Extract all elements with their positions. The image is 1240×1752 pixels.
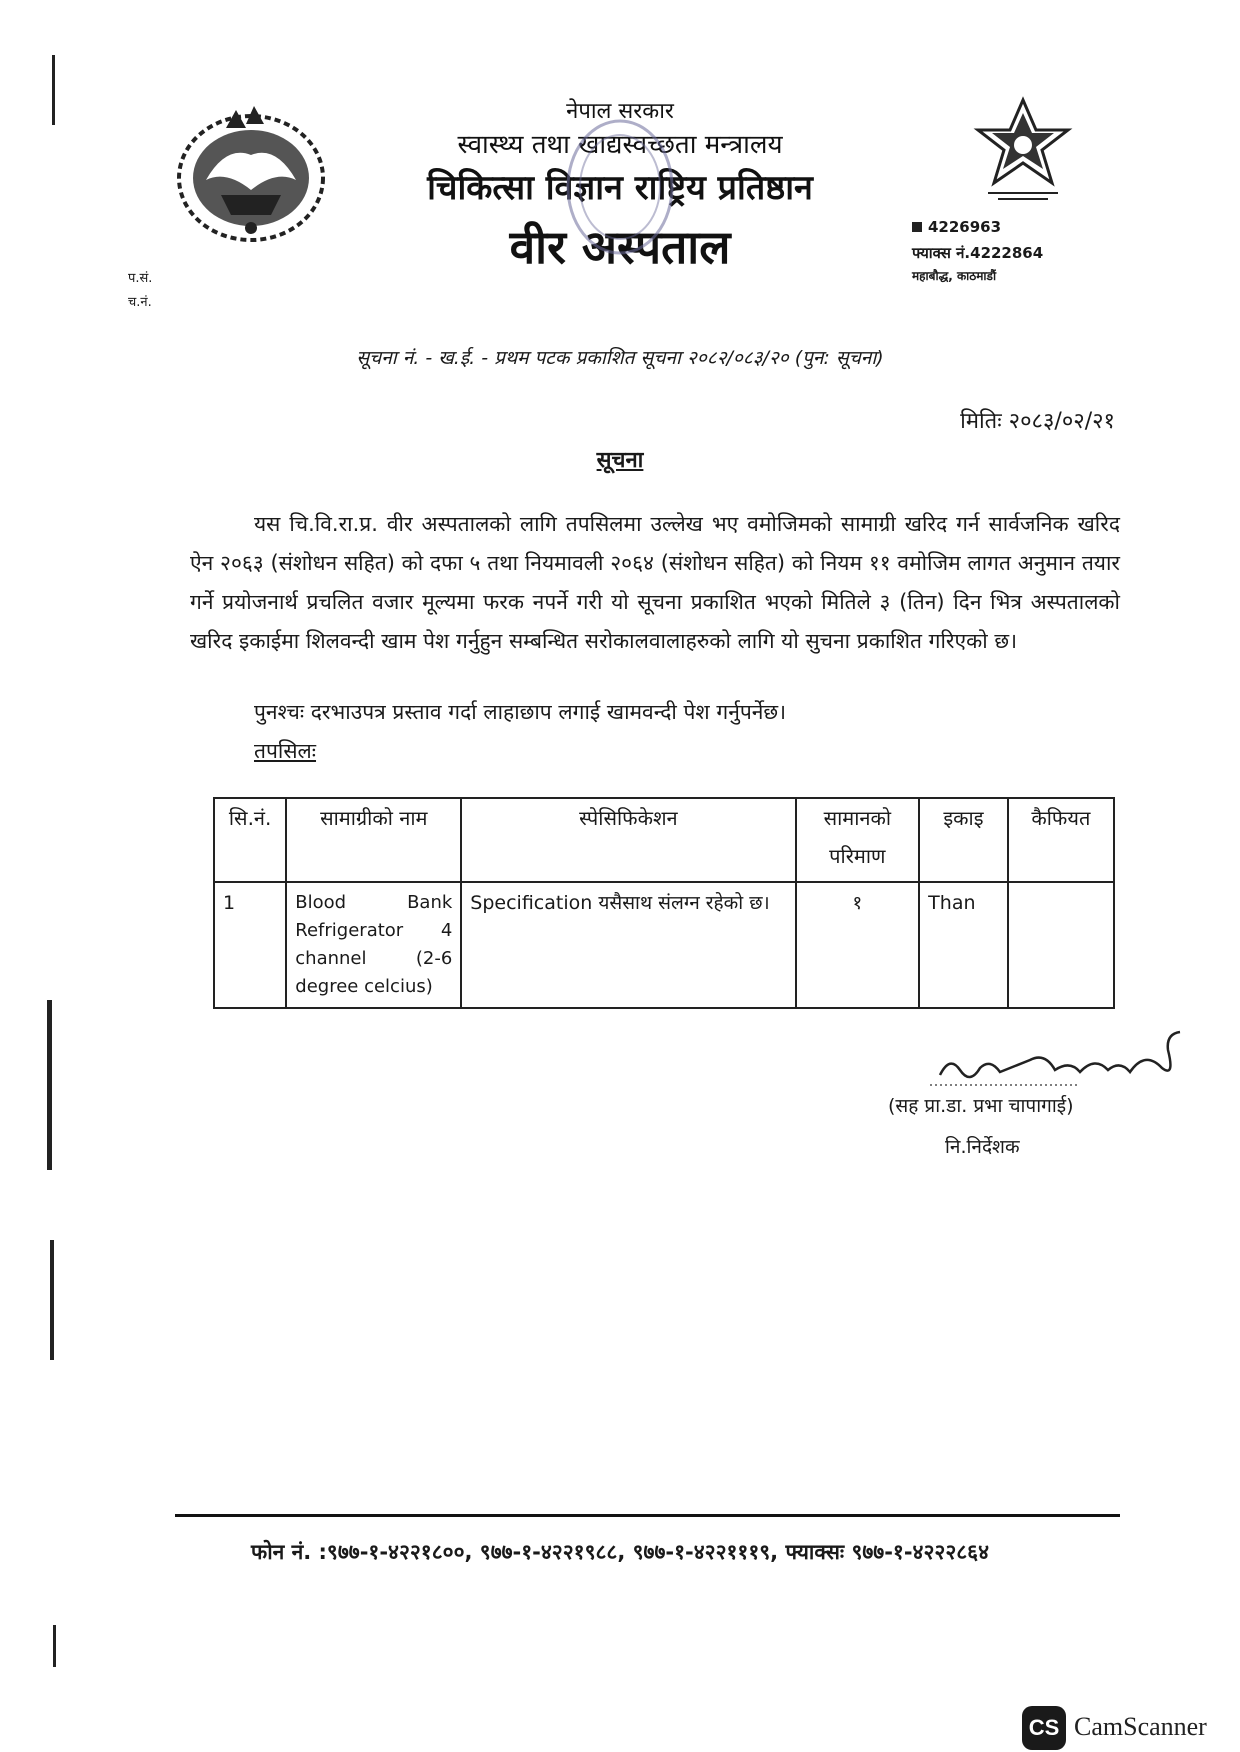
fax-number: फ्याक्स नं.4222864: [912, 244, 1044, 262]
notice-reference: सूचना नं. - ख.ई. - प्रथम पटक प्रकाशित सूचना २०८२/०८३/२० (पुन: सूचना): [356, 347, 884, 369]
dispatch-label: च.नं.: [128, 295, 152, 310]
notice-body: [190, 505, 1120, 661]
camscanner-badge-icon: CS: [1022, 1706, 1066, 1750]
notice-postscript: पुनश्चः दरभाउपत्र प्रस्ताव गर्दा लाहाछाप लगाई खामवन्दी पेश गर्नुपर्नेछ।: [254, 700, 787, 724]
header-serial: सि.नं.: [214, 798, 286, 882]
reference-label: प.सं.: [128, 271, 153, 286]
header-quantity: सामानको परिमाण: [796, 798, 920, 882]
notice-date: मितिः २०८३/०२/२१: [960, 409, 1115, 434]
cell-quantity: १: [796, 882, 920, 1008]
cell-serial: 1: [214, 882, 286, 1008]
hospital-address: महाबौद्ध, काठमाडौं: [912, 269, 997, 283]
cell-specification: Specification यसैसाथ संलग्न रहेको छ।: [461, 882, 795, 1008]
scan-edge-bottom-left: [53, 1625, 56, 1667]
schedule-label: तपसिलः: [254, 739, 317, 763]
hospital-title: वीर अस्पताल: [509, 220, 731, 274]
header-item-name: सामाग्रीको नाम: [286, 798, 461, 882]
government-title: नेपाल सरकार: [566, 99, 674, 124]
cell-unit: Than: [919, 882, 1008, 1008]
cell-remarks: [1008, 882, 1114, 1008]
cell-item-name: Blood Bank Refrigerator 4 channel (2-6 degree celcius): [286, 882, 461, 1008]
header-unit: इकाइ: [919, 798, 1008, 882]
phone-icon: [912, 222, 922, 232]
phone-number: 4226963: [912, 218, 1001, 236]
ministry-title: स्वास्थ्य तथा खाद्यस्वच्छता मन्त्रालय: [457, 130, 783, 160]
official-stamp: [560, 112, 680, 262]
header-specification: स्पेसिफिकेशन: [461, 798, 795, 882]
header-remarks: कैफियत: [1008, 798, 1114, 882]
notice-body-paragraph: यस चि.वि.रा.प्र. वीर अस्पतालको लागि तपसिलमा उल्लेख भए वमोजिमको सामाग्री खरिद गर्न सार्वजनिक खरिद ऐन २०६३ (संशोधन सहित) को दफा ५ तथा नियमावली २०६४ (संशोधन सहित) को नियम ११ वमोजिम लागत अनुमान तयार गर्ने प्रयोजनार्थ प्रचलित वजार मूल्यमा फरक नपर्ने गरी यो सूचना प्रकाशित भएको मितिले ३ (तिन) दिन भित्र अस्पतालको खरिद इकाईमा शिलवन्दी खाम पेश गर्नुहुन सम्बन्धित सरोकालवालाहरुको लागि यो सुचना प्रकाशित गरिएको छ।: [190, 512, 1120, 653]
camscanner-brand: CamScanner: [1074, 1712, 1207, 1741]
scan-edge-mid-left: [47, 1000, 52, 1170]
academy-title: चिकित्सा विज्ञान राष्ट्रिय प्रतिष्ठान: [427, 168, 813, 208]
signatory-name: (सह प्रा.डा. प्रभा चापागाई): [888, 1095, 1074, 1117]
footer-divider: [175, 1514, 1120, 1517]
handwritten-signature: [930, 1030, 1190, 1090]
scan-edge-low-left: [50, 1240, 54, 1360]
items-table: [213, 797, 1115, 1009]
footer-contact: फोन नं. :९७७-१-४२२१८००, ९७७-१-४२२१९८८, ९७७-१-४२२१११९, फ्याक्सः ९७७-१-४२२२८६४: [251, 1540, 989, 1564]
signatory-designation: नि.निर्देशक: [945, 1136, 1020, 1158]
table-header-row: [214, 798, 1114, 882]
table-row: [214, 882, 1114, 1008]
notice-title: सूचना: [596, 448, 644, 473]
